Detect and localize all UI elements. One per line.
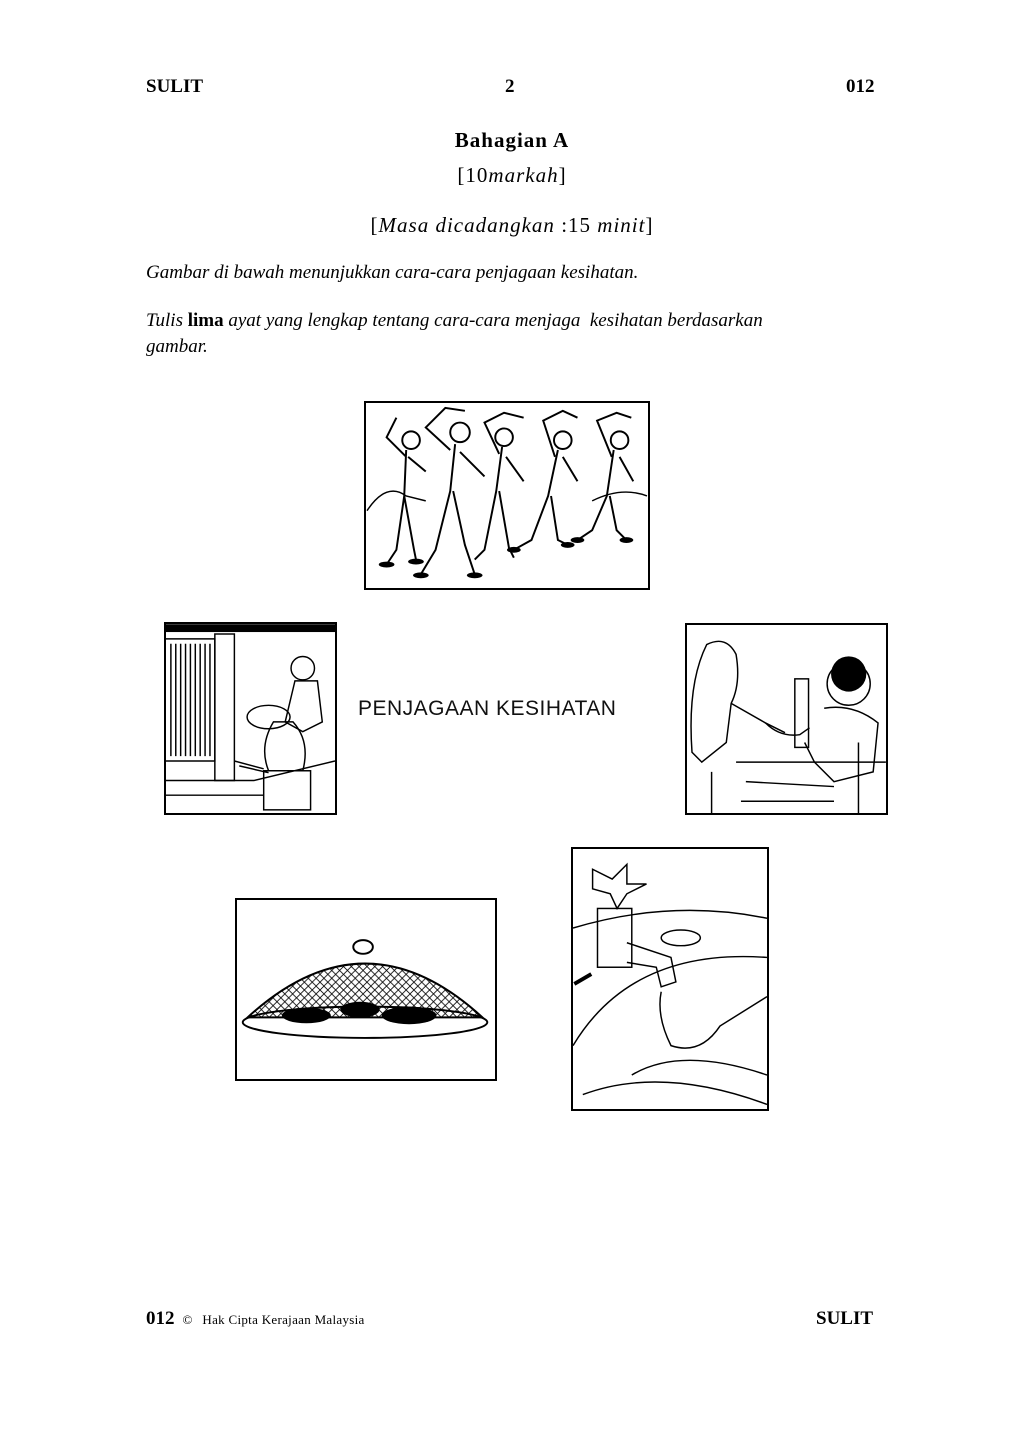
food-cover-drawing <box>237 900 495 1079</box>
footer-left: 012 © Hak Cipta Kerajaan Malaysia <box>146 1308 365 1329</box>
exercise-drawing <box>366 403 648 588</box>
section-marks: [10markah] <box>457 163 567 187</box>
handwashing-drawing <box>573 849 767 1109</box>
diagram-center-label: PENJAGAAN KESIHATAN <box>358 697 617 720</box>
food-cover-illustration <box>235 898 497 1081</box>
section-title: Bahagian A <box>454 128 570 152</box>
instruction-paragraph: Tulis lima ayat yang lengkap tentang cara-cara menjaga kesihatan berdasarkan gambar. <box>146 310 763 357</box>
garbage-drawing <box>166 624 335 813</box>
suggested-time: [Masa dicadangkan :15 minit] <box>370 213 654 237</box>
medical-checkup-illustration <box>685 623 888 815</box>
footer-sulit-right: SULIT <box>816 1308 874 1329</box>
instruction-line-1: Gambar di bawah menunjukkan cara-cara penjagaan kesihatan. <box>146 262 639 283</box>
header-sulit-left: SULIT <box>146 76 204 97</box>
page-number: 2 <box>505 76 515 97</box>
handwashing-illustration <box>571 847 769 1111</box>
header-paper-code: 012 <box>846 76 875 97</box>
exercise-illustration <box>364 401 650 590</box>
garbage-disposal-illustration <box>164 622 337 815</box>
medical-checkup-drawing <box>687 625 886 813</box>
